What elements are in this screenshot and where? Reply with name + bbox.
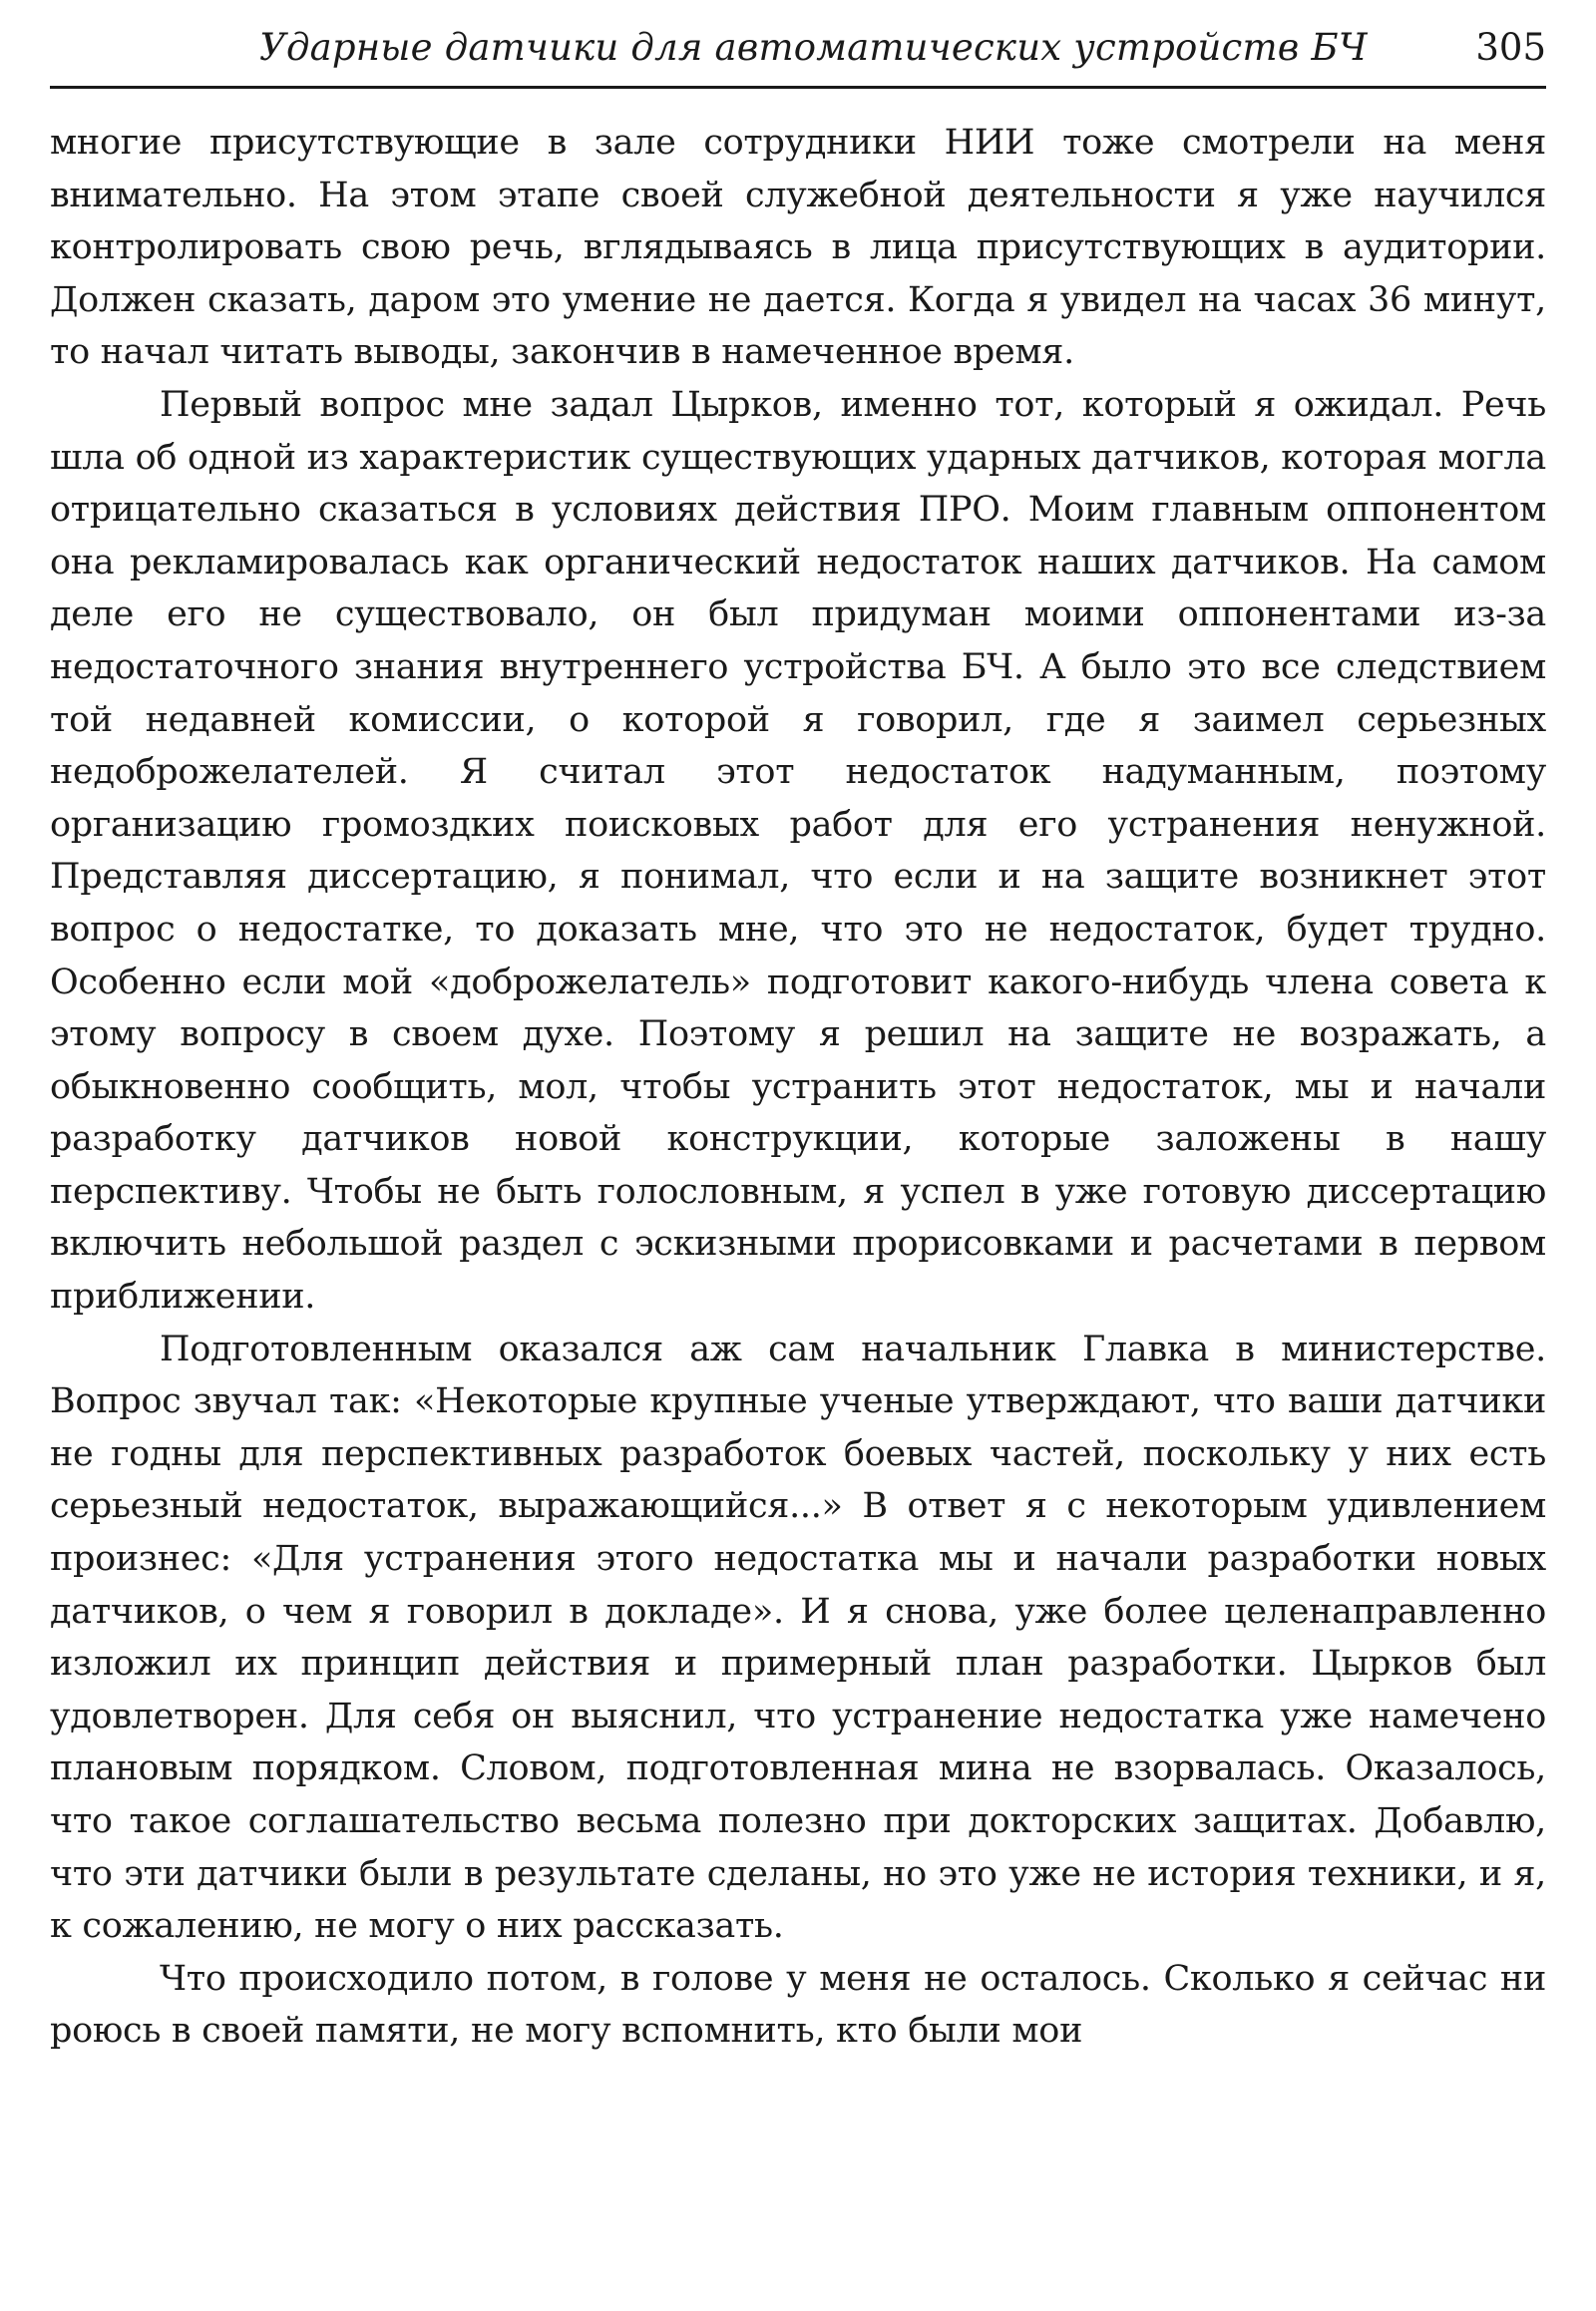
page-number: 305 [1475,26,1546,69]
paragraph: Первый вопрос мне задал Цырков, именно тот, который я ожидал. Речь шла об одной из характеристик существующих ударных датчиков, которая могла отрицательно сказаться в условиях действия ПРО. Моим главным оппонентом она рекламировалась как органический недостаток наших датчиков. На самом деле его не существовало, он был придуман моими оппонентами из-за недостаточного знания внутреннего устройства БЧ. А было это все следствием той недавней комиссии, о которой я говорил, где я заимел серьезных недоброжелателей. Я считал этот недостаток надуманным, поэтому организацию громоздких поисковых работ для его устранения ненужной. Представляя диссертацию, я понимал, что если и на защите возникнет этот вопрос о недостатке, то доказать мне, что это не недостаток, будет трудно. Особенно если мой «доброжелатель» подготовит какого-нибудь члена совета к этому вопросу в своем духе. Поэтому я решил на защите не возражать, а обыкновенно сообщить, мол, чтобы устранить этот недостаток, мы и начали разработку датчиков новой конструкции, которые заложены в нашу перспективу. Чтобы не быть голословным, я успел в уже готовую диссертацию включить небольшой раздел с эскизными прорисовками и расчетами в первом приближении. [50,384,1546,1318]
paragraph: Подготовленным оказался аж сам начальник Главка в министерстве. Вопрос звучал так: «Некоторые крупные ученые утверждают, что ваши датчики не годны для перспективных разработок боевых частей, поскольку у них есть серьезный недостаток, выражающийся...» В ответ я с некоторым удивлением произнес: «Для устранения этого недостатка мы и начали разработки новых датчиков, о чем я говорил в докладе». И я снова, уже более целенаправленно изложил их принцип действия и примерный план разработки. Цырков был удовлетворен. Для себя он выяснил, что устранение недостатка уже намечено плановым порядком. Словом, подготовленная мина не взорвалась. Оказалось, что такое соглашательство весьма полезно при докторских защитах. Добавлю, что эти датчики были в результате сделаны, но это уже не история техники, и я, к сожалению, не могу о них рассказать. [50,1329,1546,1947]
running-title: Ударные датчики для автоматических устройств БЧ [259,26,1368,69]
body-text [50,117,1546,2058]
paragraph: Что происходило потом, в голове у меня не осталось. Сколько я сейчас ни роюсь в своей памяти, не могу вспомнить, кто были мои [50,1958,1546,2052]
paragraph: многие присутствующие в зале сотрудники НИИ тоже смотрели на меня внимательно. На этом этапе своей служебной деятельности я уже научился контролировать свою речь, вглядываясь в лица присутствующих в аудитории. Должен сказать, даром это умение не дается. Когда я увидел на часах 36 минут, то начал читать выводы, закончив в намеченное время. [50,123,1546,373]
running-header [50,18,1546,89]
book-page [50,18,1546,2058]
